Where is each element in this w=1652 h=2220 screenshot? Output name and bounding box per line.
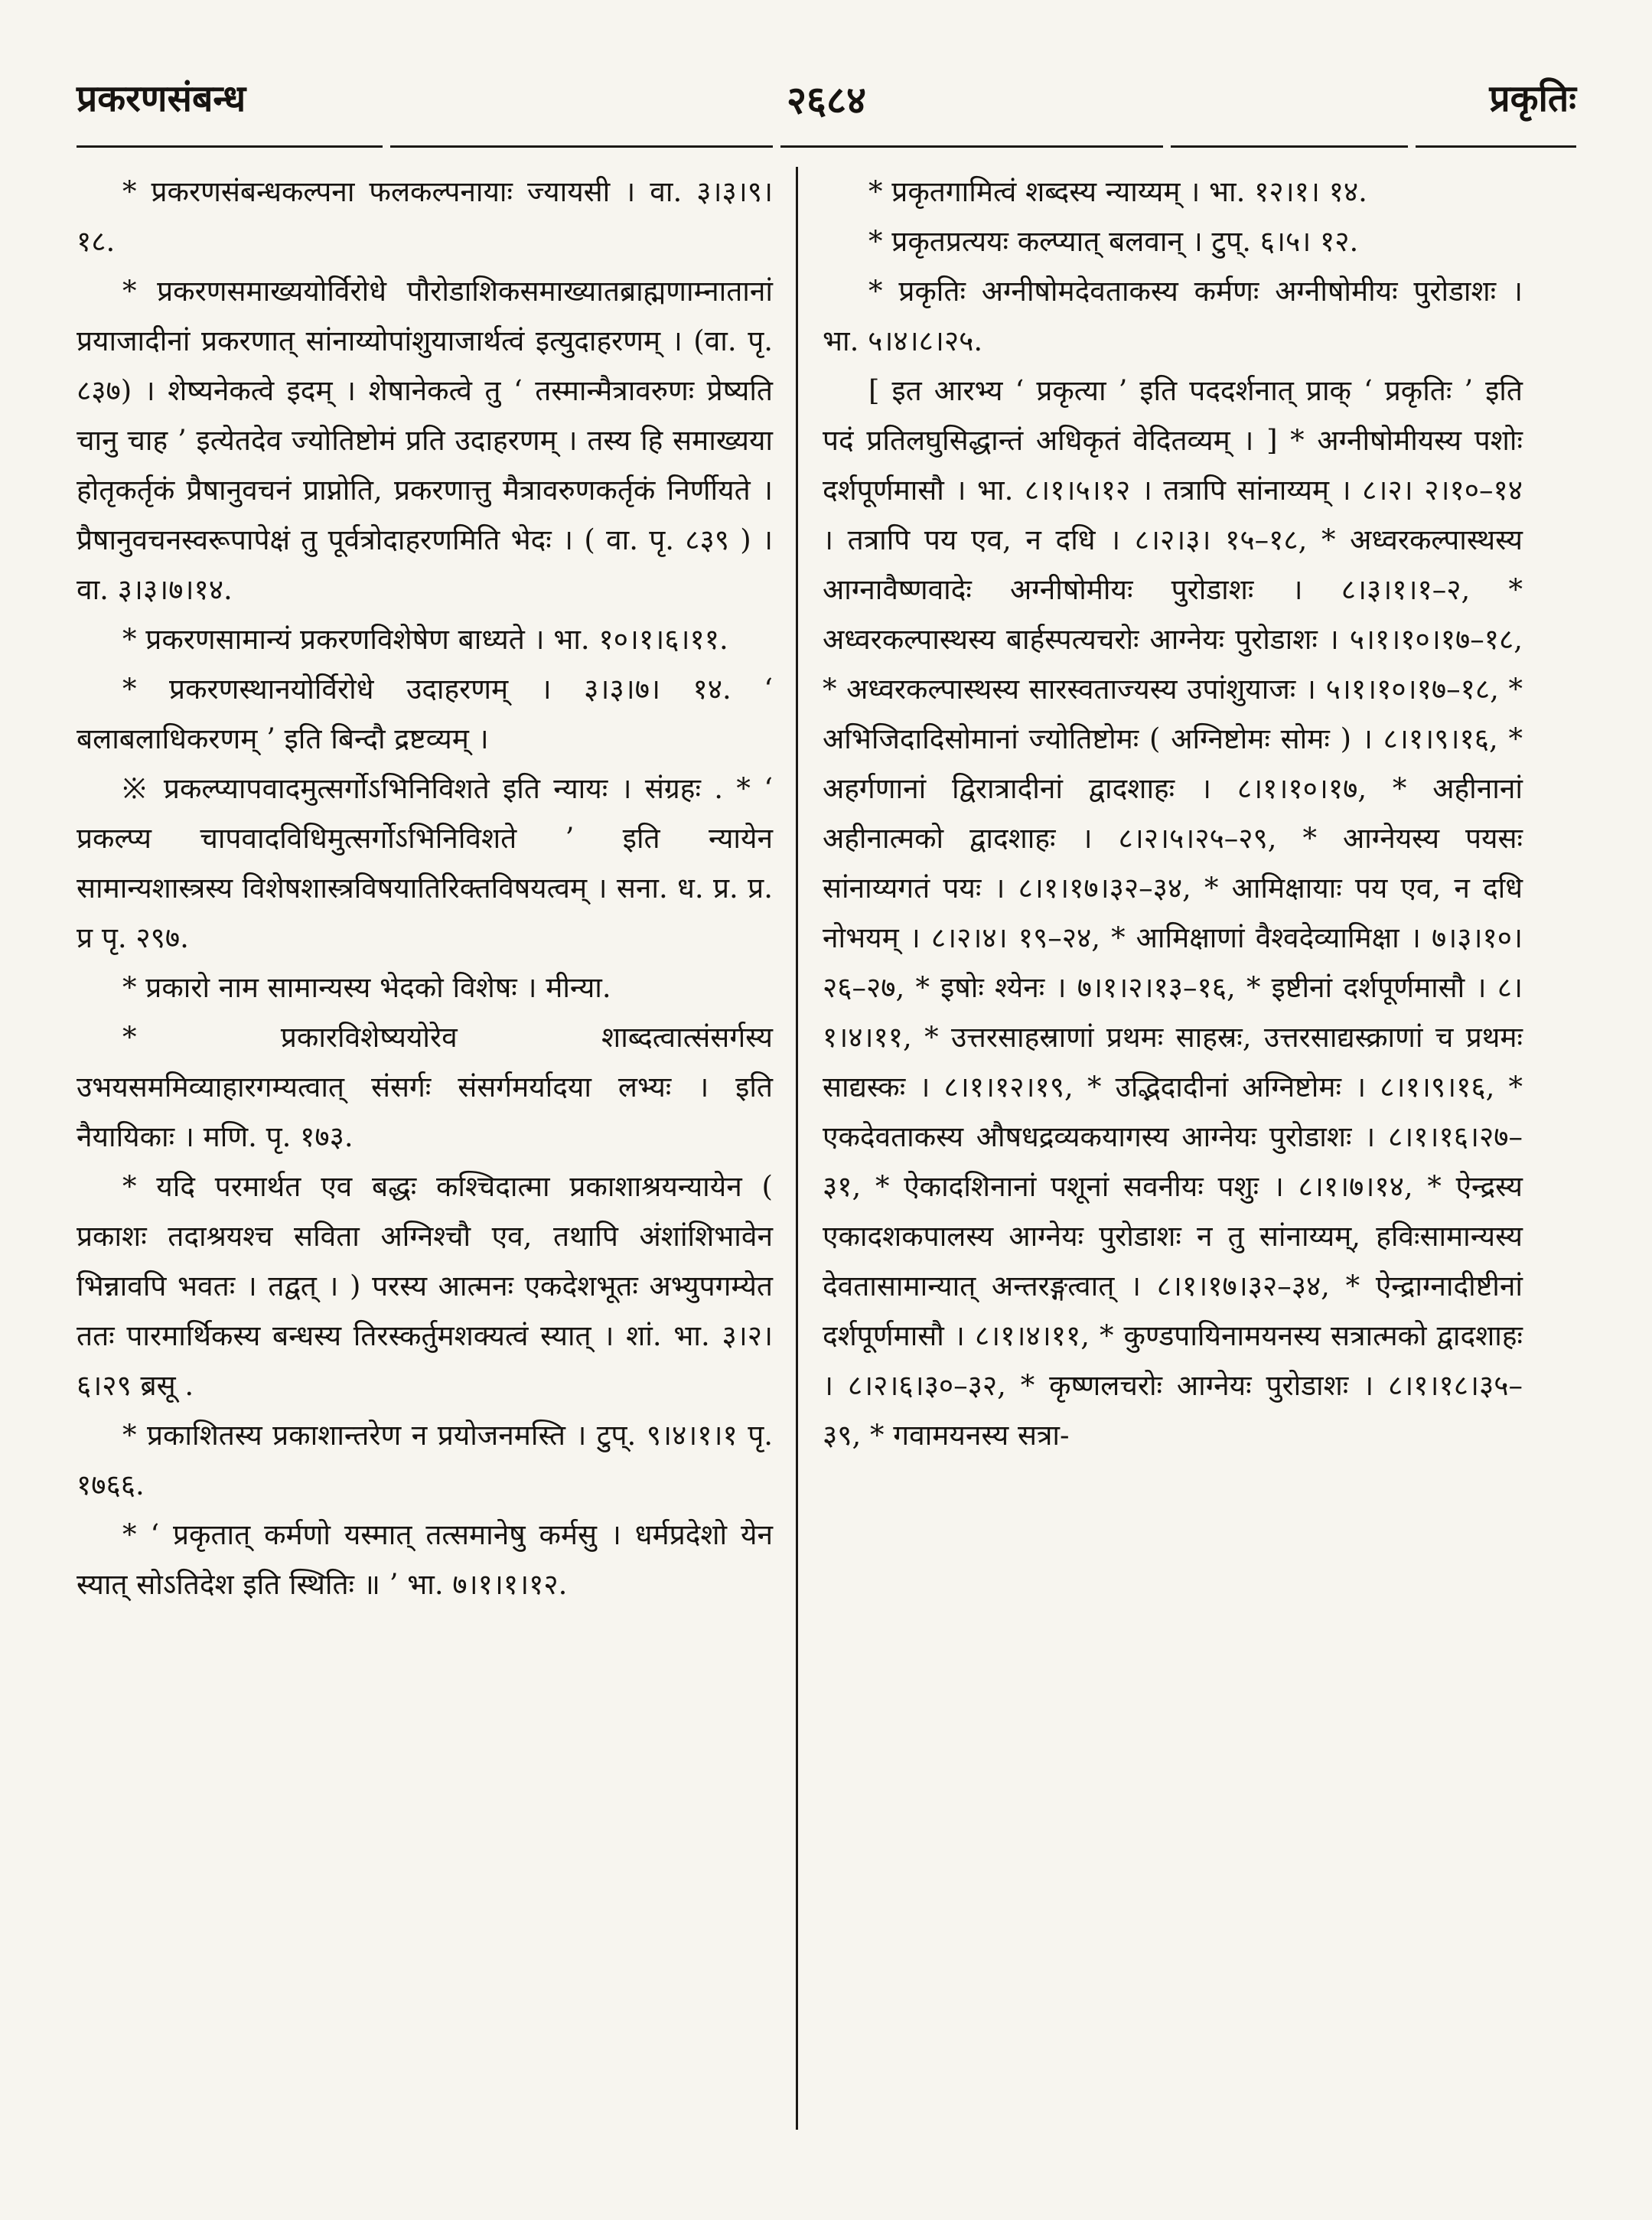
- entry: * प्रकृतप्रत्ययः कल्प्यात् बलवान् । टुप्. ६।५। १२.: [868, 225, 1359, 258]
- entry: * प्रकरणस्थानयोर्विरोधे उदाहरणम् । ३।३।७। १४. ‘ बलाबलाधिकरणम् ’ इति बिन्दौ द्रष्टव्यम् ।: [77, 673, 773, 755]
- entry: [ इत आरभ्य ‘ प्रकृत्या ’ इति पददर्शनात् प्राक् ‘ प्रकृतिः ’ इति पदं प्रतिलघुसिद्धान्तं अधिकृतं वेदितव्यम् । ] * अग्नीषोमीयस्य पशोः दर्शपूर्णमासौ । भा. ८।१।५।१२ । तत्रापि सांनाय्यम् । ८।२। २।१०–१४ । तत्रापि पय एव, न दधि । ८।२।३। १५–१८, * अध्वरकल्पास्थस्य आग्नावैष्णवादेः अग्नीषोमीयः पुरोडाशः । ८।३।१।१–२, * अध्वरकल्पास्थस्य बार्हस्पत्यचरोः आग्नेयः पुरोडाशः । ५।१।१०।१७–१८, * अध्वरकल्पास्थस्य सारस्वताज्यस्य उपांशुयाजः । ५।१।१०।१७–१८, * अभिजिदादिसोमानां ज्योतिष्टोमः ( अग्निष्टोमः सोमः ) । ८।१।९।१६, * अहर्गणानां द्विरात्रादीनां द्वादशाहः । ८।१।१०।१७, * अहीनानां अहीनात्मको द्वादशाहः । ८।२।५।२५–२९, * आग्नेयस्य पयसः सांनाय्यगतं पयः । ८।१।१७।३२–३४, * आमिक्षायाः पय एव, न दधि नोभयम् । ८।२।४। १९–२४, * आमिक्षाणां वैश्वदेव्यामिक्षा । ७।३।१०। २६–२७, * इषोः श्येनः । ७।१।२।१३–१६, * इष्टीनां दर्शपूर्णमासौ । ८।१।४।११, * उत्तरसाहस्राणां प्रथमः साहस्रः, उत्तरसाद्यस्क्राणां च प्रथमः साद्यस्कः । ८।१।१२।१९, * उद्भिदादीनां अग्निष्टोमः । ८।१।९।१६, * एकदेवताकस्य औषधद्रव्यकयागस्य आग्नेयः पुरोडाशः । ८।१।१६।२७–३१, * ऐकादशिनानां पशूनां सवनीयः पशुः । ८।१।७।१४, * ऐन्द्रस्य एकादशकपालस्य आग्नेयः पुरोडाशः न तु सांनाय्यम्, हविःसामान्यस्य देवतासामान्यात् अन्तरङ्गत्वात् । ८।१।१७।३२–३४, * ऐन्द्राग्नादीष्टीनां दर्शपूर्णमासौ । ८।१।४।११, * कुण्डपायिनामयनस्य सत्रात्मको द्वादशाहः । ८।२।६।३०–३२, * कृष्णलचरोः आग्नेयः पुरोडाशः । ८।१।१८।३५–३९, * गवामयनस्य सत्रा-: [823, 374, 1523, 1452]
- entry: * प्रकारविशेष्ययोरेव शाब्दत्वात्संसर्गस्य उभयसममिव्याहारगम्यत्वात् संसर्गः संसर्गमर्यादया लभ्यः । इति नैयायिकाः । मणि. पृ. १७३.: [77, 1021, 773, 1153]
- left-column: [77, 167, 773, 1609]
- entry: * प्रकृतगामित्वं शब्दस्य न्याय्यम् । भा. १२।१। १४.: [868, 175, 1367, 208]
- header-rule: [77, 145, 1576, 150]
- column-divider: [796, 167, 798, 2130]
- entry: * प्रकरणसमाख्ययोर्विरोधे पौरोडाशिकसमाख्यातब्राह्मणाम्नातानां प्रयाजादीनां प्रकरणात् सांनाय्योपांशुयाजार्थत्वं इत्युदाहरणम् । (वा. पृ. ८३७) । शेष्यनेकत्वे इदम् । शेषानेकत्वे तु ‘ तस्मान्मैत्रावरुणः प्रेष्यति चानु चाह ’ इत्येतदेव ज्योतिष्टोमं प्रति उदाहरणम् । तस्य हि समाख्यया होतृकर्तृकं प्रैषानुवचनं प्राप्नोति, प्रकरणात्तु मैत्रावरुणकर्तृकं निर्णीयते । प्रैषानुवचनस्वरूपापेक्षं तु पूर्वत्रोदाहरणमिति भेदः । ( वा. पृ. ८३९ ) । वा. ३।३।७।१४.: [77, 275, 773, 606]
- entry: * प्रकारो नाम सामान्यस्य भेदको विशेषः । मीन्या.: [122, 971, 611, 1004]
- page-number: २६८४: [787, 77, 866, 122]
- entry: * प्रकरणसंबन्धकल्पना फलकल्पनायाः ज्यायसी । वा. ३।३।९।१८.: [77, 175, 773, 258]
- page-header: [77, 73, 1576, 134]
- entry: * प्रकरणसामान्यं प्रकरणविशेषेण बाध्यते । भा. १०।१।६।११.: [122, 623, 728, 656]
- entry: * प्रकाशितस्य प्रकाशान्तरेण न प्रयोजनमस्ति । टुप्. ९।४।१।१ पृ. १७६६.: [77, 1419, 773, 1501]
- entry: * प्रकृतिः अग्नीषोमदेवताकस्य कर्मणः अग्नीषोमीयः पुरोडाशः । भा. ५।४।८।२५.: [823, 275, 1523, 357]
- header-right-keyword: प्रकृतिः: [1489, 77, 1576, 120]
- entry: * यदि परमार्थत एव बद्धः कश्चिदात्मा प्रकाशाश्रयन्यायेन ( प्रकाशः तदाश्रयश्च सविता अग्निश्चौ एव, तथापि अंशांशिभावेन भिन्नावपि भवतः । तद्वत् । ) परस्य आत्मनः एकदेशभूतः अभ्युपगम्येत ततः पारमार्थिकस्य बन्धस्य तिरस्कर्तुमशक्यत्वं स्यात् । शां. भा. ३।२।६।२९ ब्रसू .: [77, 1170, 773, 1402]
- entry: * ‘ प्रकृतात् कर्मणो यस्मात् तत्समानेषु कर्मसु । धर्मप्रदेशो येन स्यात् सोऽतिदेश इति स्थितिः ॥ ’ भा. ७।१।१।१२.: [77, 1518, 773, 1601]
- right-column: [823, 167, 1523, 1460]
- header-left-keyword: प्रकरणसंबन्ध: [77, 77, 246, 120]
- entry: ※ प्रकल्प्यापवादमुत्सर्गोऽभिनिविशते इति न्यायः । संग्रहः . * ‘ प्रकल्प्य चापवादविधिमुत्सर्गोऽभिनिविशते ’ इति न्यायेन सामान्यशास्त्रस्य विशेषशास्त्रविषयातिरिक्तविषयत्वम् । सना. ध. प्र. प्र. प्र पृ. २९७.: [77, 772, 773, 954]
